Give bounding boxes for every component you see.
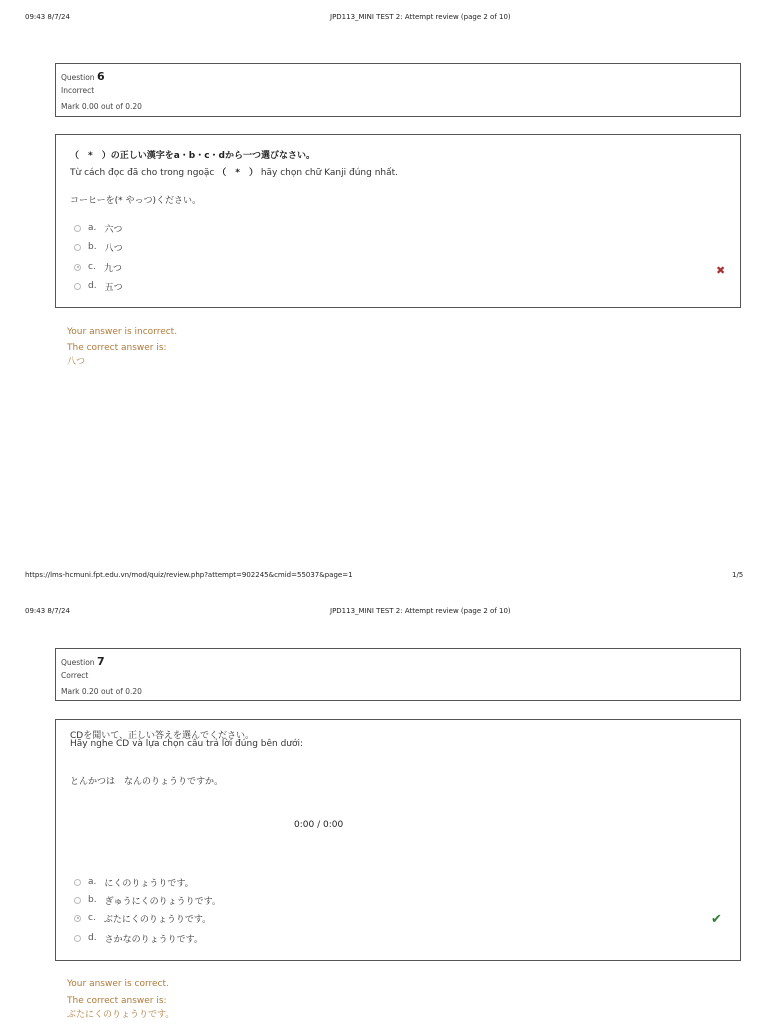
print-page-title: JPD113_MINI TEST 2: Attempt review (page 2 of 10) xyxy=(330,607,511,615)
question-state: Correct xyxy=(61,671,89,680)
correct-answer-label: The correct answer is: xyxy=(67,996,167,1006)
question-mark: Mark 0.20 out of 0.20 xyxy=(61,687,142,696)
radio-button[interactable] xyxy=(74,897,81,904)
question-7-heading xyxy=(61,655,105,668)
option-text: さかなのりょうりです。 xyxy=(104,934,203,945)
answer-option-c[interactable] xyxy=(74,260,122,274)
correct-answer-text: 八つ xyxy=(67,357,86,367)
question-7-content xyxy=(55,719,741,961)
option-text: 五つ xyxy=(104,282,123,293)
answer-option-d[interactable] xyxy=(74,279,123,293)
radio-button[interactable] xyxy=(74,244,81,251)
question-mark: Mark 0.00 out of 0.20 xyxy=(61,102,142,111)
feedback-text: Your answer is incorrect. xyxy=(67,327,178,337)
print-page-title: JPD113_MINI TEST 2: Attempt review (page 2 of 10) xyxy=(330,13,511,21)
option-letter: b. xyxy=(88,242,97,252)
option-letter: c. xyxy=(88,262,96,272)
print-timestamp: 09:43 8/7/24 xyxy=(25,13,70,21)
instruction-jp: CDを聞いて、正しい答えを選んでください。 xyxy=(70,731,255,741)
question-number: 6 xyxy=(96,70,105,83)
instruction-vi-suffix: hãy chọn chữ Kanji đúng nhất. xyxy=(257,168,399,178)
radio-button[interactable] xyxy=(74,225,81,232)
radio-button-selected[interactable] xyxy=(74,264,81,271)
answer-option-b[interactable] xyxy=(74,240,123,254)
option-letter: b. xyxy=(88,895,97,905)
instruction-vi xyxy=(70,165,398,178)
question-prompt: とんかつは なんのりょうりですか。 xyxy=(70,777,224,787)
option-text: にくのりょうりです。 xyxy=(104,878,194,889)
print-page-number: 1/5 xyxy=(732,571,744,579)
instruction-vi: Hãy nghe CD và lựa chọn câu trả lời đúng bên dưới: xyxy=(70,739,304,749)
instruction-vi-prefix: Từ cách đọc đã cho trong ngoặc xyxy=(70,168,218,178)
question-label: Question xyxy=(61,658,95,667)
answer-option-a[interactable] xyxy=(74,221,122,235)
question-state: Incorrect xyxy=(61,86,95,95)
answer-option-b[interactable] xyxy=(74,893,221,907)
question-prompt: コーヒーを(* やっつ)ください。 xyxy=(70,196,202,206)
radio-button[interactable] xyxy=(74,283,81,290)
question-label: Question xyxy=(61,73,95,82)
question-number: 7 xyxy=(96,655,105,668)
answer-option-c[interactable] xyxy=(74,911,211,925)
instruction-jp: （ * ）の正しい漢字をa・b・c・dから一つ選びなさい。 xyxy=(70,151,316,161)
option-text: 六つ xyxy=(104,224,123,235)
option-letter: a. xyxy=(88,223,97,233)
print-url: https://lms-hcmuni.fpt.edu.vn/mod/quiz/review.php?attempt=902245&cmid=55037&page=1 xyxy=(25,571,353,579)
question-6-info xyxy=(55,63,741,117)
radio-button[interactable] xyxy=(74,879,81,886)
option-letter: d. xyxy=(88,933,97,943)
radio-button-selected[interactable] xyxy=(74,915,81,922)
instruction-vi-bracket: （ * ） xyxy=(217,168,258,178)
answer-option-d[interactable] xyxy=(74,931,203,945)
check-icon: ✔ xyxy=(711,912,722,927)
correct-answer-label: The correct answer is: xyxy=(67,343,167,353)
question-7-info xyxy=(55,648,741,701)
option-text: ぎゅうにくのりょうりです。 xyxy=(104,896,221,907)
option-letter: a. xyxy=(88,877,97,887)
cross-icon: ✖ xyxy=(716,264,726,277)
option-text: ぶたにくのりょうりです。 xyxy=(103,914,212,925)
option-text: 八つ xyxy=(104,243,123,254)
option-letter: d. xyxy=(88,281,97,291)
question-6-heading xyxy=(61,70,105,83)
correct-answer-text: ぶたにくのりょうりです。 xyxy=(67,1010,175,1020)
feedback-text: Your answer is correct. xyxy=(67,979,169,989)
print-timestamp: 09:43 8/7/24 xyxy=(25,607,70,615)
option-text: 九つ xyxy=(103,263,122,274)
option-letter: c. xyxy=(88,913,96,923)
question-6-content xyxy=(55,134,741,308)
audio-time-display[interactable]: 0:00 / 0:00 xyxy=(294,820,344,830)
radio-button[interactable] xyxy=(74,935,81,942)
answer-option-a[interactable] xyxy=(74,875,194,889)
